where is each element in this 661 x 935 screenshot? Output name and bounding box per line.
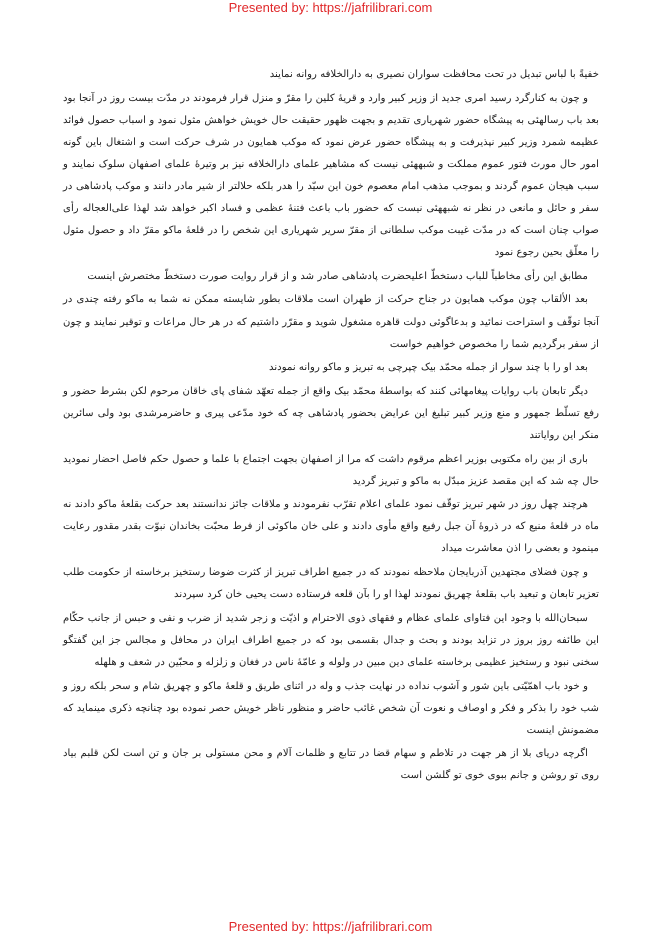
paragraph-5: بعد او را با چند سوار از جمله محمّد بیک چپرچی به تبریز و ماکو روانه نمودند — [268, 362, 588, 374]
paragraph-1: خفیةً با لباس تبدیل در تحت محافظت سواران نصیری به دارالخلافه روانه نمایند — [269, 69, 599, 80]
paragraph-12: اگرچه دریای بلا از هر جهت در تلاطم و سهام قضا در تتابع و ظلمات آلام و محن مستولی بر جان و تن است لکن قلبم بیاد روی تو روشن و جانم ببوی خوی تو گلشن است — [63, 748, 599, 782]
paragraph-9: و چون فضلای مجتهدین آذربایجان ملاحظه نمودند که در جمیع اطراف تبریز از کثرت ضوضا رستخیز برخاسته از حکومت طلب تعزیر تابعان و تبعید باب بقلعهٔ چهریق نمودند لهذا او را بآن قلعه فرستاده دست یحیی خان کرد سپردند — [63, 567, 599, 601]
paragraph-11: و خود باب اهمّیّتی باین شور و آشوب نداده در نهایت جذب و وله در اثنای طریق و قلعهٔ ماکو و چهریق شام و سحر بلکه روز و شب خود را بذکر و فکر و اوصاف و نعوت آن شخص غائب حاضر و منظور ناظر خویش حصر نموده بود چنانچه ذکری مینماید که مضمونش اینست — [63, 680, 599, 736]
paragraph-7: باری از بین راه مکتوبی بوزیر اعظم مرقوم داشت که مرا از اصفهان بجهت اجتماع با علما و حصول حکم فاصل احضار نمودید حال چه شد که این مقصد عزیز مبدّل به ماکو و تبریز گردید — [63, 453, 599, 487]
paragraph-6: دیگر تابعان باب روایات پیغامهائی کنند که بواسطهٔ محمّد بیک واقع از جمله تعهّد شفای پای خاقان مرحوم لکن بشرط حضور و رفع تسلّط جمهور و منع وزیر کبیر تبلیغ این عرایض بحضور پادشاهی چه که خود مدّعی پیری و حاضرمرشدی بود ولی سائرین منکر این روایاتند — [63, 385, 599, 441]
paragraph-2: و چون به کنارگرد رسید امری جدید از وزیر کبیر وارد و قریهٔ کلین را مقرّ و منزل قرار فرمودند در مدّت بیست روز در آنجا بود بعد باب رسالهئی به پیشگاه حضور شهریاری تقدیم و بجهت ظهور حقیقت حال خویش خواهش مثول نمود و اسباب حصول فوائد عظیمه شمرد وزیر کبیر نپذیرفت و به پیشگاه حضور عرض نمود که موکب همایون در شرف حرکت است و اشتغال باین گونه امور حال مورث فتور عموم مملکت و شبههئی نیست که مشاهیر علمای دارالخلافه نیز بر وتیرهٔ علمای اصفهان سلوک نمایند و سبب هیجان عموم گردند و بموجب مذهب امام معصوم خون این سیّد را هدر بلکه حلالتر از شیر مادر دانند و موکب پادشاهی در سفر و حائل و مانعی در نظر نه شبههئی نیست که حضور باب باعث فتنهٔ عظمی و فساد اکبر خواهد شد لهذا علی‌العجاله رأی صواب چنان است که در مدّت غیبت موکب سلطانی از مقرّ سریر شهریاری این شخص را در قلعهٔ ماکو مقرّ داد و حصول مثول را معلّق بحین رجوع نمود — [63, 92, 599, 259]
paragraph-4: بعد الألقاب چون موکب همایون در جناح حرکت از طهران است ملاقات بطور شایسته ممکن نه شما به ماکو رفته چندی در آنجا توقّف و استراحت نمائید و بدعاگوئی دولت قاهره مشغول شوید و مقرّر داشتیم که در هر حال مراعات و توقیر نمایند و چون از سفر برگردیم شما را مخصوص خواهیم خواست — [63, 294, 599, 350]
header-presented-by-link[interactable]: Presented by: https://jafrilibrari.com — [228, 0, 433, 15]
paragraph-10: سبحان‌الله با وجود این فتاوای علمای عظام و فقهای ذوی الاحترام و اذیّت و زجر شدید از ضرب و نفی و حبس از جانب حکّام این طائفه روز بروز در تزاید بودند و بحث و جدال بقسمی بود که در جمیع اطراف ایران در محافل و مجالس جز این گفتگو سخنی نبود و رستخیز عظیمی برخاسته علمای دین مبین در ولوله و عامّهٔ ناس در فغان و زلزله و محبّین در شعف و هلهله — [63, 612, 599, 668]
paragraph-8: هرچند چهل روز در شهر تبریز توقّف نمود علمای اعلام تقرّب نفرمودند و ملاقات جائز ندانستند بعد حرکت بقلعهٔ ماکو دادند نه ماه در قلعهٔ منیع که در ذروهٔ آن جبل رفیع واقع مأوی دادند و علی خان ماکوئی از فرط محبّت بخاندان نبوّت بقدر مقدور رعایت مینمود و بعضی را اذن معاشرت میداد — [63, 499, 599, 555]
footer-presented-by-link[interactable]: Presented by: https://jafrilibrari.com — [228, 919, 433, 934]
paragraph-3: مطابق این رأی مخاطباً للباب دستخطّ اعلیحضرت پادشاهی صادر شد و از قرار روایت صورت دستخطّ مختصرش اینست — [87, 270, 588, 282]
page-body — [63, 64, 599, 789]
